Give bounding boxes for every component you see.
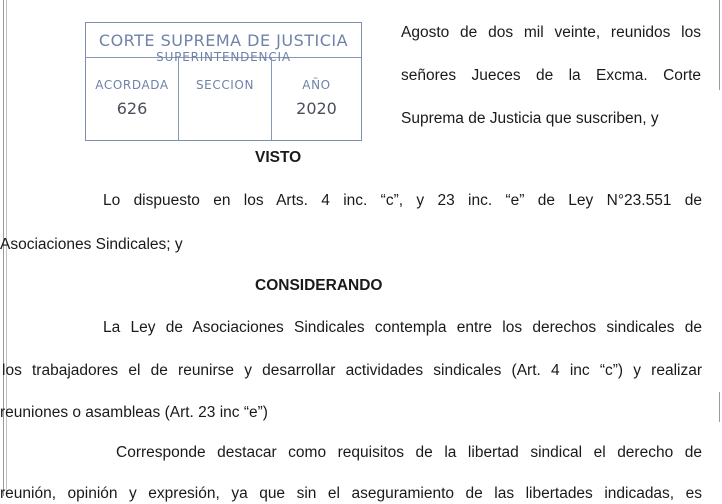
stamp-column-value: 626 — [116, 99, 148, 118]
page-margin-line — [719, 392, 720, 422]
stamp-subtitle: SUPERINTENDENCIA — [156, 50, 291, 64]
stamp-column-acordada — [86, 58, 178, 140]
stamp-header — [86, 23, 361, 64]
stamp-column-label: SECCION — [195, 78, 255, 92]
stamp-column-value: 2020 — [296, 99, 337, 118]
stamp-title: CORTE SUPREMA DE JUSTICIA — [98, 31, 349, 50]
considerando-line: Corresponde destacar como requisitos de la libertad sindical el derecho de — [116, 444, 702, 461]
intro-line: señores Jueces de la Excma. Corte — [401, 67, 701, 84]
intro-line: Agosto de dos mil veinte, reunidos los — [401, 24, 701, 41]
visto-line: Lo dispuesto en los Arts. 4 inc. “c”, y 23 inc. “e” de Ley N°23.551 de — [103, 192, 702, 209]
intro-line: Suprema de Justicia que suscriben, y — [401, 110, 659, 127]
visto-heading: VISTO — [255, 149, 302, 166]
stamp-column-label: AÑO — [302, 78, 331, 92]
considerando-line: reuniones o asambleas (Art. 23 inc “e”) — [0, 404, 268, 421]
considerando-line: reunión, opinión y expresión, ya que sin el aseguramiento de las libertades indicadas, es — [0, 485, 702, 502]
considerando-heading: CONSIDERANDO — [255, 277, 383, 294]
page-margin-line — [719, 0, 720, 90]
stamp-column-anio — [271, 58, 361, 140]
stamp-column-value — [179, 92, 271, 99]
stamp-grid — [86, 58, 361, 140]
stamp-column-seccion — [178, 58, 271, 140]
considerando-line: La Ley de Asociaciones Sindicales contempla entre los derechos sindicales de — [103, 319, 702, 336]
considerando-line: los trabajadores el de reunirse y desarrollar actividades sindicales (Art. 4 inc “c”) y realizar — [2, 362, 702, 379]
stamp-column-label: ACORDADA — [95, 78, 169, 92]
visto-line: Asociaciones Sindicales; y — [0, 236, 183, 253]
court-stamp — [85, 22, 362, 141]
